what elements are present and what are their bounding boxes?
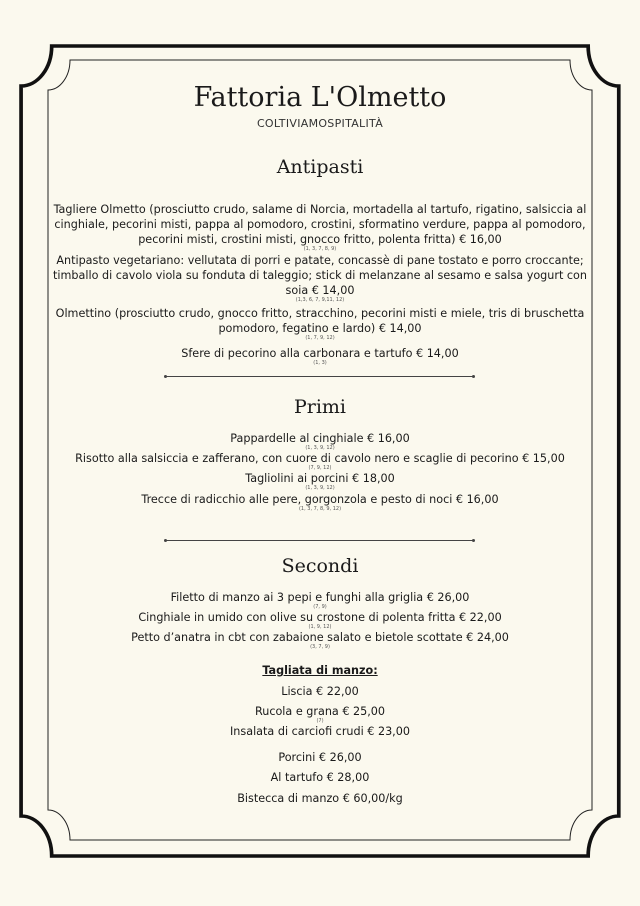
- restaurant-tagline: COLTIVIAMOSPITALITÀ: [256, 117, 384, 130]
- allergen-codes: (7): [316, 718, 324, 724]
- allergen-codes: (1, 9, 12): [308, 624, 332, 630]
- menu-item-text: Rucola e grana € 25,00: [254, 705, 386, 718]
- allergen-codes: (7, 9, 12): [308, 465, 332, 471]
- allergen-codes: (1,3, 6, 7, 9,11, 12): [295, 297, 345, 303]
- allergen-codes: (7, 9): [313, 604, 327, 610]
- menu-item: [50, 750, 590, 765]
- menu-item: [50, 431, 590, 451]
- allergen-codes: (1, 3, 9, 12): [305, 485, 335, 491]
- menu-item: [50, 306, 590, 341]
- menu-item: [50, 724, 590, 739]
- menu-item-text: Tagliolini ai porcini € 18,00: [245, 472, 395, 485]
- allergen-codes: (1, 7, 9, 12): [305, 335, 335, 341]
- section-divider: [165, 376, 474, 377]
- menu-item: [50, 202, 590, 252]
- menu-item: [50, 492, 590, 512]
- menu-item: [50, 630, 590, 650]
- allergen-codes: (1, 3, 9, 12): [305, 445, 335, 451]
- allergen-codes: (1, 3, 7, 8, 9): [303, 246, 337, 252]
- menu-item: [50, 253, 590, 303]
- menu-item-text: Risotto alla salsiccia e zafferano, con cuore di cavolo nero e scaglie di pecorino € 15,00: [75, 452, 565, 465]
- menu-item: [50, 610, 590, 630]
- menu-item-text: Sfere di pecorino alla carbonara e tartufo € 14,00: [181, 347, 459, 360]
- section-title-secondi: Secondi: [281, 555, 359, 577]
- menu-item: [50, 451, 590, 471]
- menu-item-text: Trecce di radicchio alle pere, gorgonzola e pesto di noci € 16,00: [141, 493, 499, 506]
- allergen-codes: (1, 3): [313, 360, 327, 366]
- allergen-codes: (3, 7, 9): [310, 644, 330, 650]
- menu-item: [50, 791, 590, 806]
- menu-item: [50, 770, 590, 785]
- menu-item-text: Olmettino (prosciutto crudo, gnocco fritto, stracchino, pecorini misti e miele, tris di bruschetta pomodoro, fegatino e lardo) € 14,00: [55, 307, 585, 335]
- section-divider: [165, 540, 474, 541]
- tagliata-heading: Tagliata di manzo:: [262, 664, 378, 677]
- allergen-codes: (1, 3, 7, 8, 9, 12): [298, 506, 342, 512]
- menu-item-text: Cinghiale in umido con olive su crostone di polenta fritta € 22,00: [138, 611, 502, 624]
- menu-item-text: Liscia € 22,00: [281, 685, 359, 698]
- menu-item-text: Porcini € 26,00: [278, 751, 362, 764]
- section-title-antipasti: Antipasti: [276, 156, 364, 178]
- menu-item: [50, 346, 590, 366]
- section-title-primi: Primi: [293, 396, 347, 418]
- menu-item-text: Tagliere Olmetto (prosciutto crudo, salame di Norcia, mortadella al tartufo, rigatino, salsiccia al cinghiale, pecorini misti, pappa al pomodoro, crostini, sformatino verdure, pappa al pomodoro, pecorini misti, crostini misti, gnocco fritto, polenta fritta) € 16,00: [53, 203, 587, 246]
- menu-item: [50, 684, 590, 699]
- menu-item: [50, 471, 590, 491]
- menu-item-text: Al tartufo € 28,00: [270, 771, 370, 784]
- menu-item-text: Filetto di manzo ai 3 pepi e funghi alla griglia € 26,00: [170, 591, 470, 604]
- menu-item-text: Antipasto vegetariano: vellutata di porri e patate, concassè di pane tostato e porro croccante; timballo di cavolo viola su fonduta di taleggio; stick di melanzane al sesamo e salsa yogurt con soia € 14,00: [53, 254, 587, 297]
- menu-item-text: Insalata di carciofi crudi € 23,00: [230, 725, 410, 738]
- menu-item-text: Petto d’anatra in cbt con zabaione salato e bietole scottate € 24,00: [131, 631, 509, 644]
- menu-item-text: Bistecca di manzo € 60,00/kg: [237, 792, 403, 805]
- menu-item: [50, 590, 590, 610]
- menu-item-text: Pappardelle al cinghiale € 16,00: [230, 432, 410, 445]
- menu-item: [50, 704, 590, 724]
- restaurant-name: Fattoria L'Olmetto: [193, 82, 447, 113]
